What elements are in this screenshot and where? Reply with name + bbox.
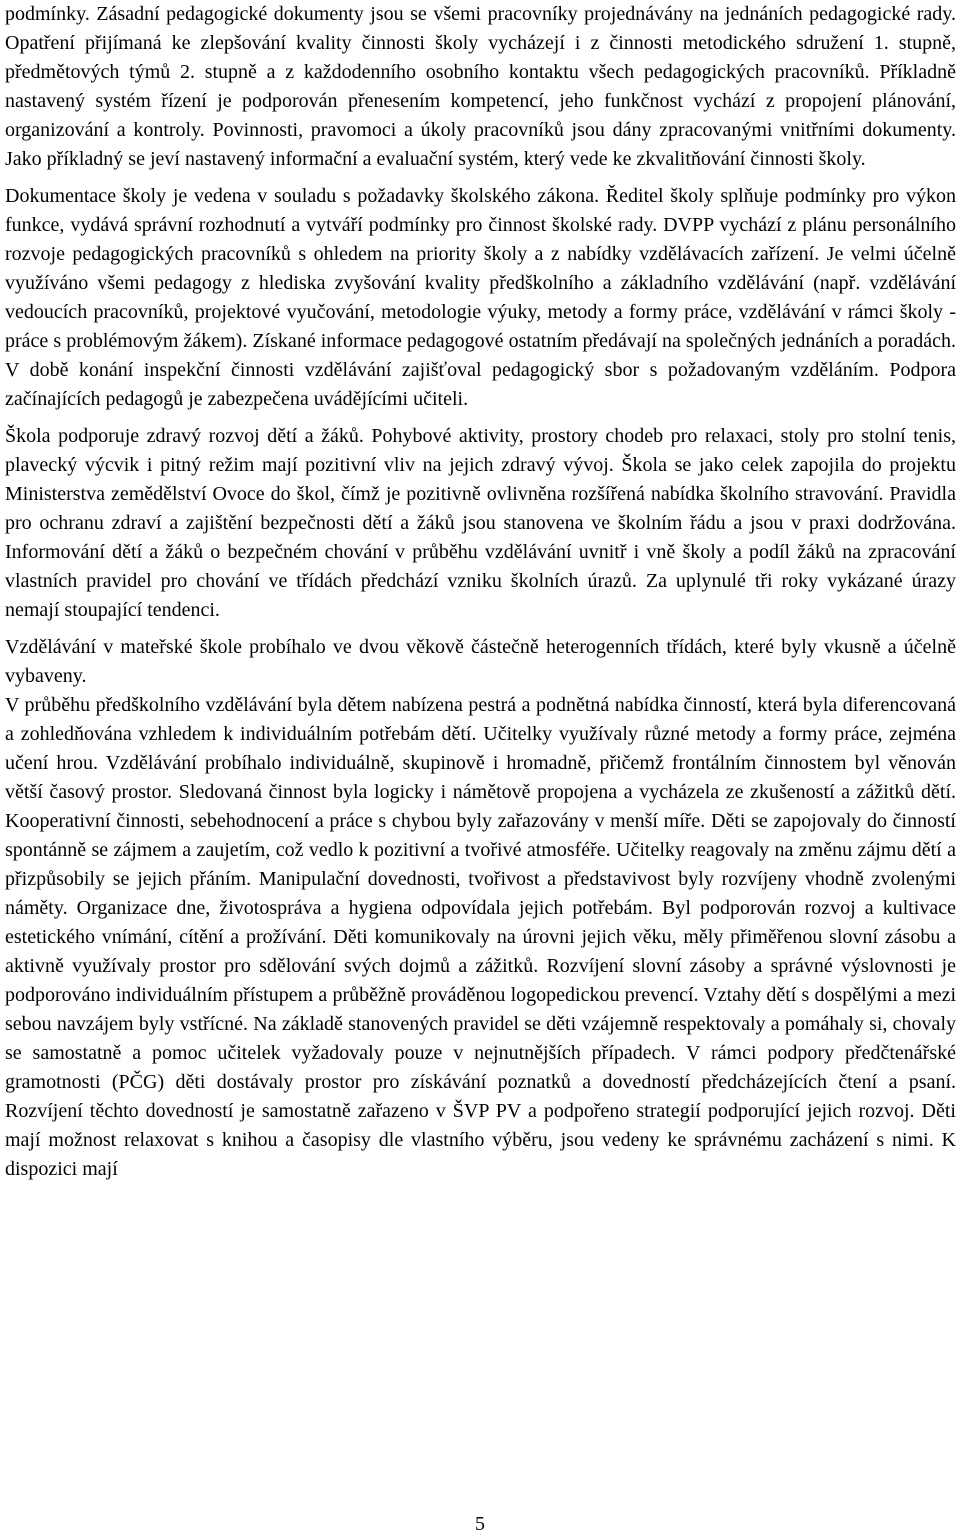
paragraph-gap bbox=[5, 174, 956, 182]
paragraph-gap bbox=[5, 414, 956, 422]
paragraph-gap bbox=[5, 625, 956, 633]
paragraph-health-safety: Škola podporuje zdravý rozvoj dětí a žáků. Pohybové aktivity, prostory chodeb pro relaxaci, stoly pro stolní tenis, plavecký výcvik i pitný režim mají pozitivní vliv na jejich zdravý vývoj. Škola se jako celek zapojila do projektu Ministerstva zemědělství Ovoce do škol, čímž je pozitivně ovlivněna rozšířená nabídka školního stravování. Pravidla pro ochranu zdraví a zajištění bezpečnosti dětí a žáků jsou stanovena ve školním řádu a jsou v praxi dodržována. Informování dětí a žáků o bezpečném chování v průběhu vzdělávání uvnitř i vně školy a podíl žáků na zpracování vlastních pravidel pro chování ve třídách předchází vzniku školních úrazů. Za uplynulé tři roky vykázané úrazy nemají stoupající tendenci. bbox=[5, 425, 956, 621]
paragraph-documentation-staff: Dokumentace školy je vedena v souladu s požadavky školského zákona. Ředitel školy splňuje podmínky pro výkon funkce, vydává správní rozhodnutí a vytváří podmínky pro činnost školské rady. DVPP vychází z plánu personálního rozvoje pedagogických pracovníků s ohledem na priority školy a z nabídky vzdělávacích zařízení. Je velmi účelně využíváno všemi pedagogy z hlediska zvyšování kvality předškolního a základního vzdělávání (např. vzdělávání vedoucích pracovníků, projektové vyučování, metodologie výuky, metody a formy práce, vzdělávání v rámci školy - práce s problémovým žákem). Získané informace pedagogové ostatním předávají na společných jednáních a poradách. V době konání inspekční činnosti vzdělávání zajišťoval pedagogický sbor s požadovaným vzděláním. Podpora začínajících pedagogů je zabezpečena uvádějícími učiteli. bbox=[5, 185, 956, 410]
paragraph-school-management: podmínky. Zásadní pedagogické dokumenty jsou se všemi pracovníky projednávány na jednáních pedagogické rady. Opatření přijímaná ke zlepšování kvality činnosti školy vycházejí i z činnosti metodického sdružení 1. stupně, předmětových týmů 2. stupně a z každodenního osobního kontaktu všech pedagogických pracovníků. Příkladně nastavený systém řízení je podporován přenesením kompetencí, jeho funkčnost vychází z propojení plánování, organizování a kontroly. Povinnosti, pravomoci a úkoly pracovníků jsou dány zpracovanými vnitřními dokumenty. Jako příkladný se jeví nastavený informační a evaluační systém, který vede ke zkvalitňování činnosti školy. bbox=[5, 3, 956, 170]
document-page bbox=[5, 0, 956, 1184]
paragraph-preschool-education: V průběhu předškolního vzdělávání byla dětem nabízena pestrá a podnětná nabídka činností, která byla diferencovaná a zohledňována vzhledem k individuálním potřebám dětí. Učitelky využívaly různé metody a formy práce, zejména učení hrou. Vzdělávání probíhalo individuálně, skupinově i hromadně, přičemž frontálním činnostem byl věnován větší časový prostor. Sledovaná činnost byla logicky i námětově propojena a vycházela ze zkušeností a zážitků dětí. Kooperativní činnosti, sebehodnocení a práce s chybou byly zařazovány v menší míře. Děti se zapojovaly do činností spontánně se zájmem a zaujetím, což vedlo k pozitivní a tvořivé atmosféře. Učitelky reagovaly na změnu zájmu dětí a přizpůsobily se jejich přáním. Manipulační dovednosti, tvořivost a představivost byly rozvíjeny vhodně zvolenými náměty. Organizace dne, životospráva a hygiena odpovídala jejich potřebám. Byl podporován rozvoj a kultivace estetického vnímání, cítění a prožívání. Děti komunikovaly na úrovni jejich věku, měly přiměřenou slovní zásobu a aktivně využívaly prostor pro sdělování svých dojmů a zážitků. Rozvíjení slovní zásoby a správné výslovnosti je podporováno individuálním přístupem a průběžně prováděnou logopedickou prevencí. Vztahy dětí s dospělými a mezi sebou navzájem byly vstřícné. Na základě stanovených pravidel se děti vzájemně respektovaly a pomáhaly si, chovaly se samostatně a pomoc učitelek vyžadovaly pouze v nejnutnějších případech. V rámci podpory předčtenářské gramotnosti (PČG) děti dostávaly prostor pro získávání poznatků a dovedností předcházejících čtení a psaní. Rozvíjení těchto dovedností je samostatně zařazeno v ŠVP PV a podpořeno strategií podporující jejich rozvoj. Děti mají možnost relaxovat s knihou a časopisy dle vlastního výběru, jsou vedeny ke správnému zacházení s nimi. K dispozici mají bbox=[5, 694, 956, 1180]
paragraph-kindergarten-classes: Vzdělávání v mateřské škole probíhalo ve dvou věkově částečně heterogenních třídách, které byly vkusně a účelně vybaveny. bbox=[5, 636, 956, 687]
page-number: 5 bbox=[475, 1513, 485, 1535]
